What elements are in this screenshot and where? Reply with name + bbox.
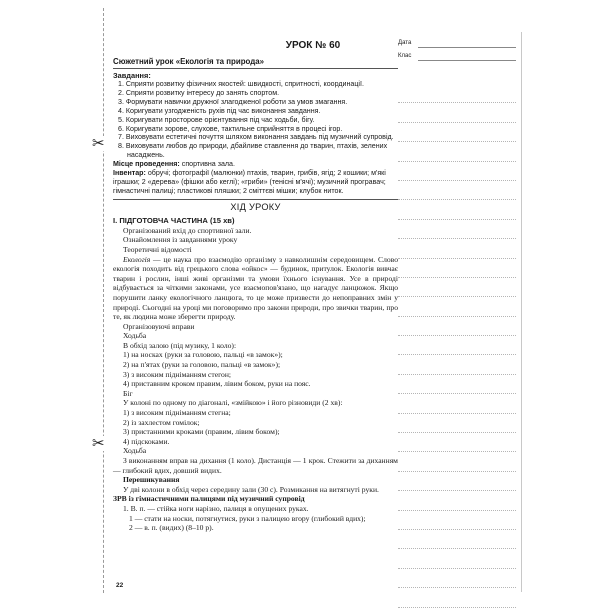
date-label: Дата xyxy=(398,40,412,46)
text-line: Ознайомлення із завданнями уроку xyxy=(123,235,238,245)
text-line: Ходьба xyxy=(123,331,147,341)
tasks-list xyxy=(113,80,398,160)
lesson-subtitle: Сюжетний урок «Екологія та природа» xyxy=(113,57,398,69)
ecology-paragraph xyxy=(113,255,398,322)
lesson-content xyxy=(113,40,513,533)
place-value: спортивна зала. xyxy=(179,160,235,169)
text-line: В обхід залою (під музику, 1 коло): xyxy=(123,340,237,350)
text-line: У дві колони в обхід через середину зали (30 с). Розмикання на витягнуті руки. xyxy=(123,484,379,494)
text-line: 1 — стати на носки, потягнутися, руки з палицею вгору (глибокий вдих); xyxy=(129,513,366,523)
list-item: 4) підскоками. xyxy=(123,436,170,446)
inventory-text: обручі; фотографії (малюнки) птахів, тварин, грибів, ягід; 2 кошики; м'які іграшки; 2 «дерева» (фішки або кеглі); «гриби» (тенісні м'ячі); музичний програвач; гімнастичні палиці; пластикові пляшки; 2 сміттєві мішки; клубок ниток. xyxy=(113,169,386,196)
scissors-icon: ✂ xyxy=(92,434,105,452)
lesson-body xyxy=(113,226,398,533)
text-line: Перешикування xyxy=(123,475,180,485)
text-line: Організований вхід до спортивної зали. xyxy=(123,225,252,235)
list-item: 1) з високим підніманням стегна; xyxy=(123,408,231,418)
section-heading: ХІД УРОКУ xyxy=(230,202,281,213)
text-line: 2 — в. п. (видих) (8–10 р). xyxy=(129,523,214,533)
task-item: 8. Виховувати любов до природи, дбайливе ставлення до тварин, птахів, зелених насаджень. xyxy=(118,142,388,160)
list-item: 3) пристанними кроками (правим, лівим боком); xyxy=(123,427,280,437)
list-item: 2) на п'ятах (руки за головою, пальці «в замок»); xyxy=(123,360,281,370)
task-item: 3. Формувати навички дружної злагодженої роботи за умов змагання. xyxy=(118,97,348,106)
inventory-label: Інвентар: xyxy=(113,169,146,178)
tasks-label: Завдання: xyxy=(113,71,151,80)
class-label: Клас xyxy=(398,53,412,59)
place-label: Місце проведення: xyxy=(113,160,180,169)
text-line: ЗРВ із гімнастичними палицями під музичний супровід xyxy=(113,494,305,504)
text-line: З виконанням вправ на дихання (1 коло). Дистанція — 1 крок. Стежити за диханням — глибокий вдих, довший видих. xyxy=(113,456,398,475)
text-line: Біг xyxy=(123,388,133,398)
text-line: Ходьба xyxy=(123,446,147,456)
task-item: 1. Сприяти розвитку фізичних якостей: швидкості, спритності, координації. xyxy=(118,80,364,88)
text-line: Теоретичні відомості xyxy=(123,244,192,254)
list-item: 1) на носках (руки за головою, пальці «в замок»); xyxy=(123,350,283,360)
task-item: 6. Коригувати зорове, слухове, тактильне сприйняття в процесі ігор. xyxy=(118,124,343,133)
list-item: 2) із захлестом гомілок; xyxy=(123,417,200,427)
inventory-line xyxy=(113,169,398,196)
task-item: 4. Коригувати узгодженість рухів під час виконання завдання. xyxy=(118,106,321,115)
cut-line xyxy=(103,8,104,593)
part-title: І. ПІДГОТОВЧА ЧАСТИНА (15 хв) xyxy=(113,216,235,226)
page-number: 22 xyxy=(116,582,124,589)
text-line: Організовуючі вправи xyxy=(123,321,195,331)
text-line: У колоні по одному по діагоналі, «змійкою» і його різновиди (2 хв): xyxy=(123,398,343,408)
divider xyxy=(113,199,398,200)
ecology-text: — це наука про взаємодію організму з навколишнім середовищем. Слово екологія походить від грецького слова «ойкос» — будинок, притулок. Екологія вивчає тварин і рослин, інші живі організми та умови їхнього існування. Усе в природі відбувається за чіткими законами, усе взаємопов'язано, що нагадує ланцюжок. Якщо порушити ланку екологічного ланцюга, то це може призвести до непоправних змін у природі. Сьогодні на уроці ми поговоримо про закони природи, про звички тварин, про те, як людина може зберегти природу. xyxy=(113,254,398,322)
list-item: 3) з високим підніманням стегон; xyxy=(123,369,232,379)
ecology-term: Екологія xyxy=(123,254,151,264)
task-item: 5. Коригувати просторове орієнтування під час ходьби, бігу. xyxy=(118,115,315,124)
lesson-title: УРОК № 60 xyxy=(285,40,341,51)
scissors-icon: ✂ xyxy=(92,134,105,152)
task-item: 7. Виховувати естетичні почуття шляхом виконання завдань під музичний супровід. xyxy=(118,133,394,142)
place-line xyxy=(113,160,398,169)
list-item: 4) приставним кроком правим, лівим боком, руки на пояс. xyxy=(123,379,311,389)
task-item: 2. Сприяти розвитку інтересу до занять спортом. xyxy=(118,88,280,97)
margin-rule xyxy=(521,32,522,592)
text-line: 1. В. п. — стійка ноги нарізно, палиця в опущених руках. xyxy=(123,503,309,513)
